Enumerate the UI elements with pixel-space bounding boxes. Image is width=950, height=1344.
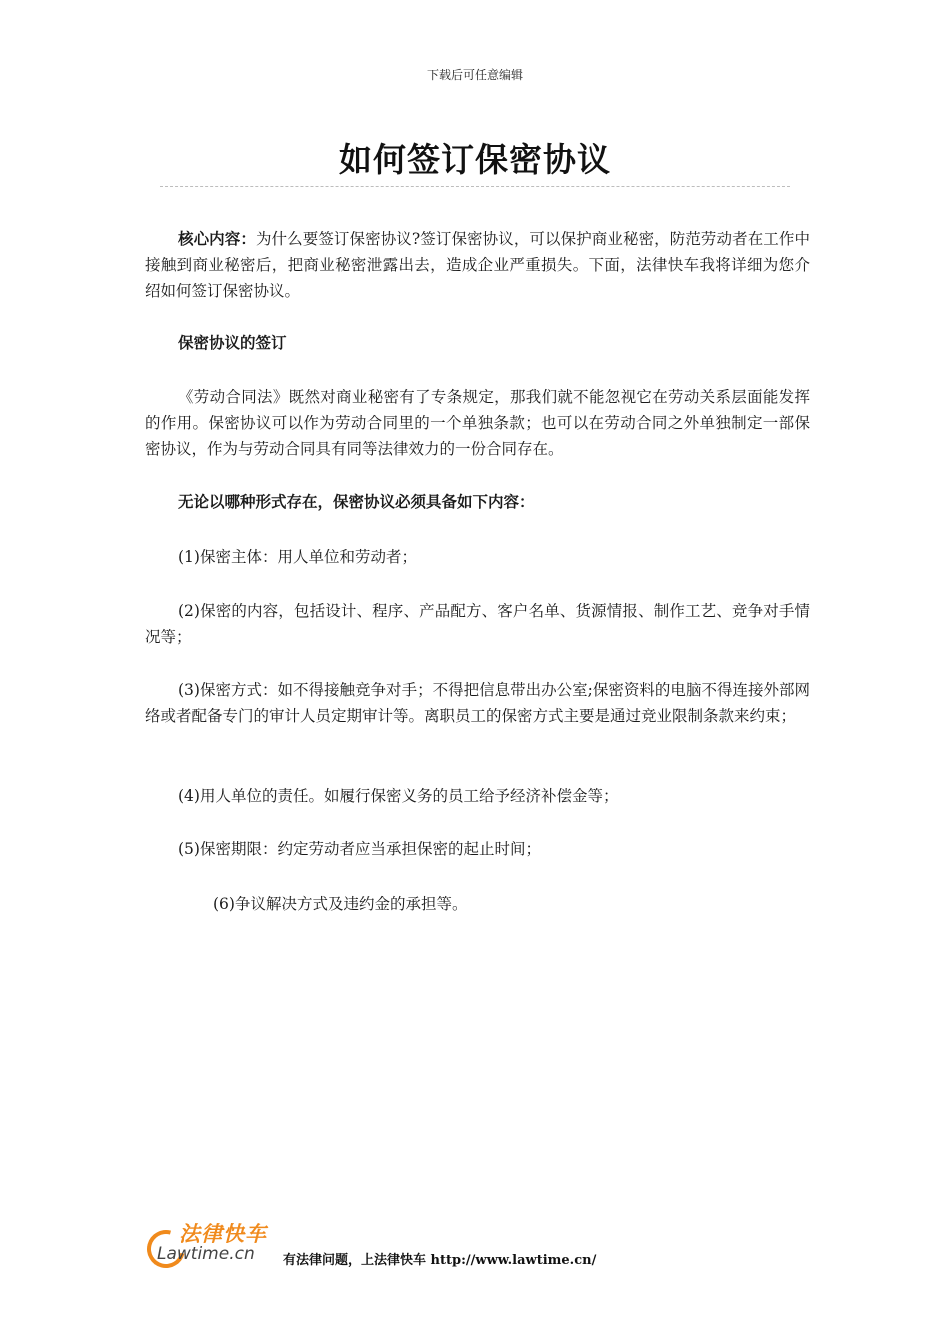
logo-chinese-text: 法律快车 <box>179 1222 267 1246</box>
logo-english-text: Lawtime.cn <box>157 1244 255 1264</box>
title-divider <box>160 186 790 187</box>
list-item-4: (4)用人单位的责任。如履行保密义务的员工给予经济补偿金等； <box>178 787 619 805</box>
core-text: 为什么要签订保密协议?签订保密协议，可以保护商业秘密，防范劳动者在工作中接触到商业秘密后，把商业秘密泄露出去，造成企业严重损失。下面，法律快车我将详细为您介绍如何签订保密协议。 <box>145 230 810 300</box>
page-footer <box>145 1218 845 1268</box>
footer-slogan-link[interactable]: 有法律问题，上法律快车 http://www.lawtime.cn/ <box>283 1253 597 1268</box>
page-title: 如何签订保密协议 <box>339 140 611 179</box>
list-item-1: (1)保密主体：用人单位和劳动者； <box>178 548 417 566</box>
list-item-3: (3)保密方式：如不得接触竞争对手；不得把信息带出办公室;保密资料的电脑不得连接外部网络或者配备专门的审计人员定期审计等。离职员工的保密方式主要是通过竞业限制条款来约束； <box>145 681 810 725</box>
core-paragraph <box>145 226 810 304</box>
contents-heading: 无论以哪种形式存在，保密协议必须具备如下内容： <box>178 492 535 511</box>
section-heading: 保密协议的签订 <box>178 333 287 352</box>
list-item-2: (2)保密的内容，包括设计、程序、产品配方、客户名单、货源情报、制作工艺、竞争对手情况等； <box>145 602 810 646</box>
core-label: 核心内容： <box>178 229 256 248</box>
header-note: 下载后可任意编辑 <box>426 68 523 82</box>
list-item-6: (6)争议解决方式及违约金的承担等。 <box>213 895 468 913</box>
law-paragraph: 《劳动合同法》既然对商业秘密有了专条规定，那我们就不能忽视它在劳动关系层面能发挥的作用。保密协议可以作为劳动合同里的一个单独条款；也可以在劳动合同之外单独制定一部保密协议，作为与劳动合同具有同等法律效力的一份合同存在。 <box>145 388 810 458</box>
lawtime-logo[interactable] <box>145 1218 285 1268</box>
list-item-5: (5)保密期限：约定劳动者应当承担保密的起止时间； <box>178 840 541 858</box>
